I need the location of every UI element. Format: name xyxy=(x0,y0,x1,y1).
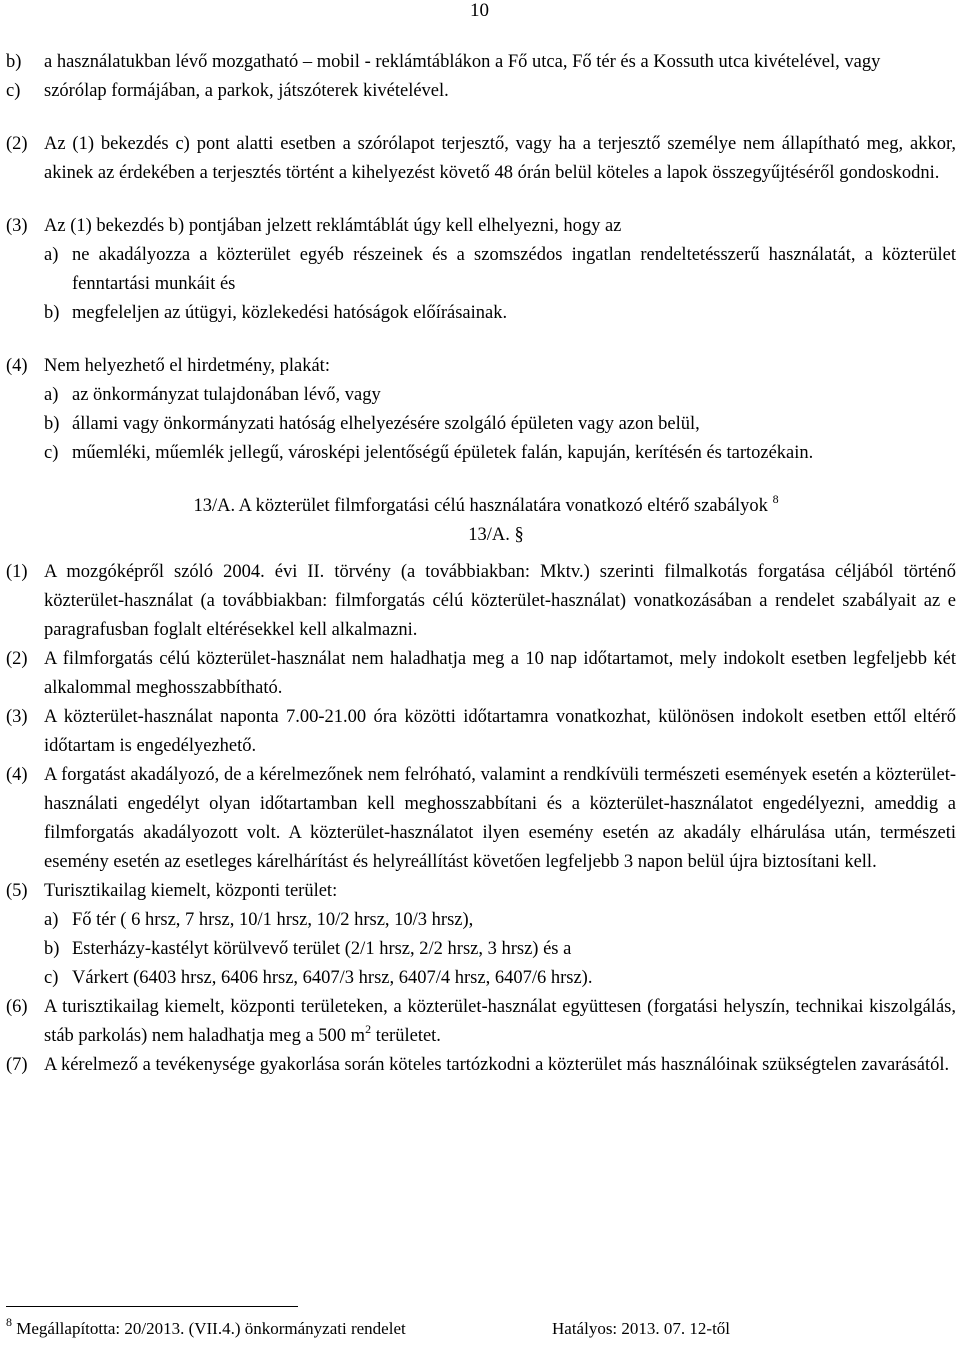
item-label: b) xyxy=(44,303,60,323)
paragraph-label: (7) xyxy=(6,1055,28,1075)
paragraph-2 xyxy=(6,130,956,188)
page-number: 10 xyxy=(470,0,489,21)
paragraph-label: (3) xyxy=(6,216,28,236)
paragraph-text: A forgatást akadályozó, de a kérelmezőnek nem felróható, valamint a rendkívüli természeti események esetén a közterület-használati engedélyt olyan időtartamban kell meghosszabbítani és a közterület-használatot engedélyezni, ameddig a filmforgatás akadályozott volt. A közterület-használatot ilyen esemény esetén az akadály elhárulása után, természeti esemény esetén az esetleges kárelhárítást és helyreállítást követően legfeljebb 3 napon belül újra biztosítani kell. xyxy=(44,765,956,872)
item-label: c) xyxy=(44,968,59,988)
document-body xyxy=(6,48,956,1080)
item-text: szórólap formájában, a parkok, játszóterek kivételével. xyxy=(44,81,449,101)
list-item xyxy=(6,964,956,993)
section-title: 13/A. A közterület filmforgatási célú használatára vonatkozó eltérő szabályok xyxy=(193,496,768,516)
item-label: c) xyxy=(44,443,59,463)
item-text: Várkert (6403 hrsz, 6406 hrsz, 6407/3 hrsz, 6407/4 hrsz, 6407/6 hrsz). xyxy=(72,968,593,988)
item-label: a) xyxy=(44,385,59,405)
paragraph-text: Nem helyezhető el hirdetmény, plakát: xyxy=(44,356,330,376)
paragraph-5 xyxy=(6,877,956,993)
list-item xyxy=(6,935,956,964)
paragraph-text: A kérelmező a tevékenysége gyakorlása során köteles tartózkodni a közterület más használóinak szükségtelen zavarásától. xyxy=(44,1055,950,1075)
paragraph-text: A mozgóképről szóló 2004. évi II. törvény (a továbbiakban: Mktv.) szerinti filmalkotás forgatása céljából történő közterület-használat (a továbbiakban: filmforgatás célú közterület-használat) vonatkozásában a rendelet szabályait az e paragrafusban foglalt eltérésekkel kell alkalmazni. xyxy=(44,562,956,640)
paragraph-label: (4) xyxy=(6,356,28,376)
paragraph-text: Az (1) bekezdés b) pontjában jelzett reklámtáblát úgy kell elhelyezni, hogy az xyxy=(44,216,622,236)
section-number: 13/A. § xyxy=(468,525,524,545)
paragraph-7 xyxy=(6,1051,956,1080)
list-item xyxy=(6,381,956,410)
paragraph-label: (2) xyxy=(6,649,28,669)
paragraph-label: (2) xyxy=(6,134,28,154)
list-item xyxy=(6,410,956,439)
superscript: 2 xyxy=(365,1022,372,1036)
intro-list xyxy=(6,48,956,106)
footnote-validity: Hatályos: 2013. 07. 12-től xyxy=(552,1319,731,1338)
item-label: a) xyxy=(44,245,59,265)
paragraph-6 xyxy=(6,993,956,1051)
footnote-text: Megállapította: 20/2013. (VII.4.) önkormányzati rendelet xyxy=(16,1319,406,1338)
paragraph xyxy=(6,645,956,703)
section-13a xyxy=(6,558,956,1080)
list-item xyxy=(6,77,956,106)
item-text: megfeleljen az útügyi, közlekedési hatóságok előírásainak. xyxy=(72,303,508,323)
paragraph-label: (4) xyxy=(6,765,28,785)
paragraph-3 xyxy=(6,212,956,328)
paragraph-label: (5) xyxy=(6,881,28,901)
paragraph-label: (1) xyxy=(6,562,28,582)
paragraph xyxy=(6,558,956,645)
item-text: Fő tér ( 6 hrsz, 7 hrsz, 10/1 hrsz, 10/2 hrsz, 10/3 hrsz), xyxy=(72,910,474,930)
item-text: műemléki, műemlék jellegű, városképi jelentőségű épületek falán, kapuján, kerítésén és tartozékain. xyxy=(72,443,814,463)
item-label: c) xyxy=(6,81,21,101)
list-item xyxy=(6,241,956,299)
paragraph-text: A filmforgatás célú közterület-használat nem haladhatja meg a 10 nap időtartamot, mely indokolt esetben legfeljebb két alkalommal meghosszabbítható. xyxy=(44,649,956,698)
item-label: b) xyxy=(44,939,60,959)
paragraph-label: (3) xyxy=(6,707,28,727)
footnote xyxy=(6,1315,956,1340)
item-text: a használatukban lévő mozgatható – mobil - reklámtáblákon a Fő utca, Fő tér és a Kossuth utca kivételével, vagy xyxy=(44,52,881,72)
paragraph xyxy=(6,761,956,877)
item-text: ne akadályozza a közterület egyéb részeinek és a szomszédos ingatlan rendeltetésszerű használatát, a közterület fenntartási munkáit és xyxy=(72,245,956,294)
section-heading xyxy=(6,492,956,550)
paragraph-4 xyxy=(6,352,956,468)
item-label: b) xyxy=(44,414,60,434)
paragraph-text: A turisztikailag kiemelt, központi területeken, a közterület-használat együttesen (forgatási helyszín, technikai kiszolgálás, stáb parkolás) nem haladhatja meg a 500 $m^2$ területet. xyxy=(44,997,956,1046)
list-item xyxy=(6,299,956,328)
paragraph-label: (6) xyxy=(6,997,28,1017)
list-item xyxy=(6,906,956,935)
footnote-ref[interactable]: 8 xyxy=(772,492,779,506)
item-text: Esterházy-kastélyt körülvevő terület (2/1 hrsz, 2/2 hrsz, 3 hrsz) és a xyxy=(72,939,572,959)
paragraph-text: Turisztikailag kiemelt, központi terület: xyxy=(44,881,338,901)
item-text: az önkormányzat tulajdonában lévő, vagy xyxy=(72,385,381,405)
list-item xyxy=(6,439,956,468)
item-label: b) xyxy=(6,52,22,72)
list-item xyxy=(6,48,956,77)
item-text: állami vagy önkormányzati hatóság elhelyezésére szolgáló épületen vagy azon belül, xyxy=(72,414,700,434)
footnote-divider xyxy=(6,1306,298,1307)
paragraph xyxy=(6,703,956,761)
item-label: a) xyxy=(44,910,59,930)
paragraph-text: A közterület-használat naponta 7.00-21.00 óra közötti időtartamra vonatkozhat, különösen indokolt esetben ettől eltérő időtartam is engedélyezhető. xyxy=(44,707,956,756)
footnote-number: 8 xyxy=(6,1315,12,1329)
paragraph-text: Az (1) bekezdés c) pont alatti esetben a szórólapot terjesztő, vagy ha a terjesztő személye nem állapítható meg, akkor, akinek az érdekében a terjesztés történt a kihelyezést követő 48 órán belül köteles a lapok összegyűjtéséről gondoskodni. xyxy=(44,134,956,183)
